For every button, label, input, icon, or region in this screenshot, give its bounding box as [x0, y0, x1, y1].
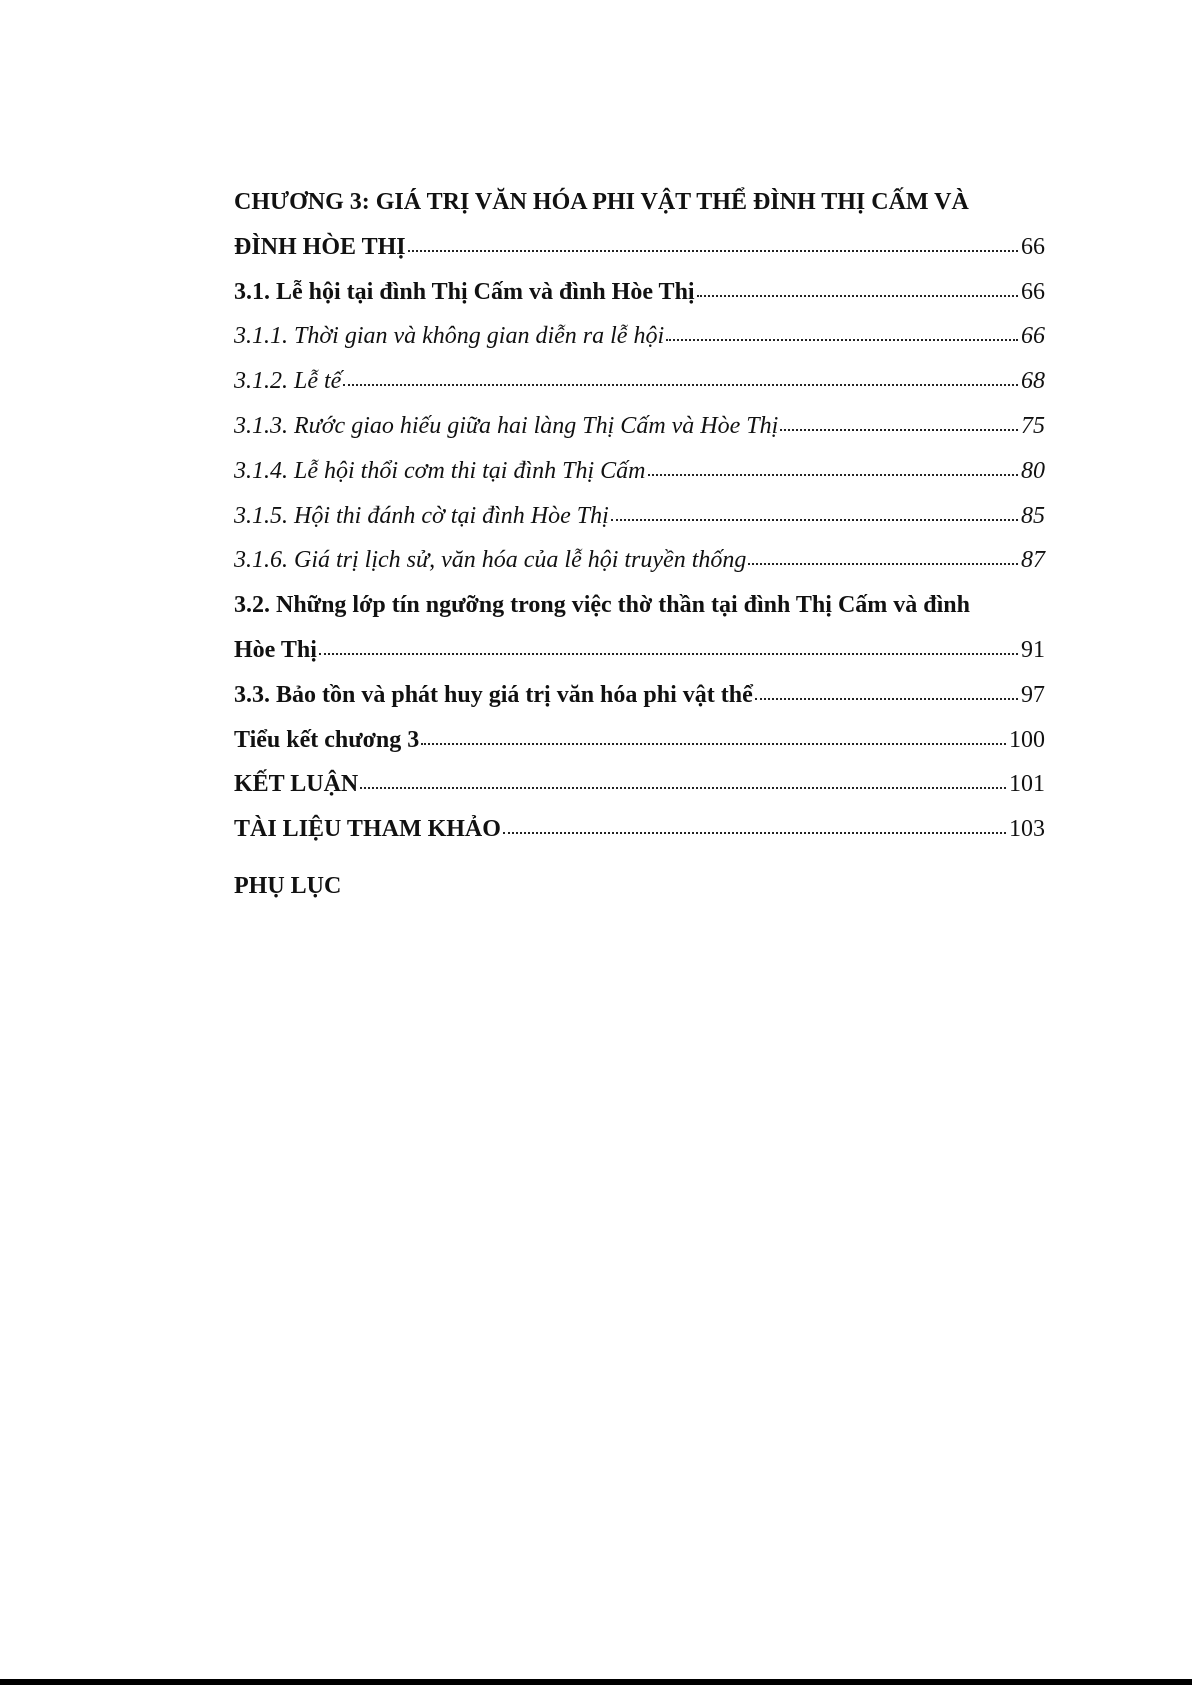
page-bottom-border [0, 1679, 1192, 1685]
toc-entry-references [234, 807, 1045, 852]
dot-leader [421, 742, 1006, 745]
toc-entry-text: KẾT LUẬN [234, 771, 359, 798]
toc-entry-3-1-5 [234, 494, 1045, 539]
toc-page-number: 100 [1009, 726, 1045, 753]
toc-entry-3-1-3 [234, 404, 1045, 449]
dot-leader [748, 562, 1018, 565]
toc-page-number: 66 [1021, 233, 1045, 260]
toc-entry-text: Tiểu kết chương 3 [234, 726, 420, 753]
toc-entry-text: ĐÌNH HÒE THỊ [234, 233, 406, 260]
toc-entry-text: PHỤ LỤC [234, 872, 342, 899]
toc-page-number: 103 [1009, 816, 1045, 843]
dot-leader [503, 831, 1006, 834]
toc-page-number: 66 [1021, 323, 1045, 350]
dot-leader [755, 697, 1018, 700]
toc-page-number: 80 [1021, 457, 1045, 484]
toc-page-number: 91 [1021, 636, 1045, 663]
toc-entry-3-1-6 [234, 538, 1045, 583]
toc-entry-text: CHƯƠNG 3: GIÁ TRỊ VĂN HÓA PHI VẬT THỂ ĐÌNH THỊ CẤM VÀ [234, 189, 969, 215]
toc-page-number: 87 [1021, 547, 1045, 574]
toc-entry-text: 3.1.6. Giá trị lịch sử, văn hóa của lễ hội truyền thống [234, 547, 747, 574]
toc-entry-3-3 [234, 673, 1045, 718]
toc-entry-text: 3.2. Những lớp tín ngưỡng trong việc thờ thần tại đình Thị Cấm và đình [234, 592, 970, 619]
dot-leader [319, 652, 1018, 655]
toc-entry-3-1-4 [234, 449, 1045, 494]
toc-entry-conclusion [234, 762, 1045, 807]
toc-entry-3-1 [234, 270, 1045, 315]
toc-entry-text: Hòe Thị [234, 636, 317, 663]
dot-leader [408, 249, 1018, 252]
toc-page-number: 101 [1009, 771, 1045, 798]
toc-page-number: 85 [1021, 502, 1045, 529]
toc-entry-3-1-1 [234, 314, 1045, 359]
toc-chapter-title-line1 [234, 180, 1045, 225]
toc-entry-text: 3.1.1. Thời gian và không gian diễn ra lễ hội [234, 323, 665, 350]
toc-entry-text: 3.3. Bảo tồn và phát huy giá trị văn hóa phi vật thể [234, 681, 753, 708]
table-of-contents [234, 180, 1045, 909]
toc-entry-text: 3.1.3. Rước giao hiếu giữa hai làng Thị Cấm và Hòe Thị [234, 412, 779, 439]
toc-page-number: 66 [1021, 278, 1045, 305]
dot-leader [611, 518, 1018, 521]
toc-page-number: 97 [1021, 681, 1045, 708]
toc-entry-text: 3.1.2. Lễ tế [234, 368, 342, 395]
toc-entry-text: 3.1. Lễ hội tại đình Thị Cấm và đình Hòe Thị [234, 278, 695, 305]
dot-leader [648, 473, 1019, 476]
toc-entry-text: TÀI LIỆU THAM KHẢO [234, 816, 501, 843]
dot-leader [360, 786, 1006, 789]
toc-entry-text: 3.1.5. Hội thi đánh cờ tại đình Hòe Thị [234, 502, 609, 529]
toc-entry-summary [234, 718, 1045, 763]
toc-entry-3-1-2 [234, 359, 1045, 404]
toc-page-number: 68 [1021, 368, 1045, 395]
dot-leader [697, 294, 1018, 297]
toc-entry-3-2 [234, 628, 1045, 673]
dot-leader [780, 428, 1018, 431]
toc-entry-appendix [234, 864, 1045, 909]
toc-entry-3-2-line1 [234, 583, 1045, 628]
toc-page-number: 75 [1021, 412, 1045, 439]
toc-entry-chapter-3 [234, 225, 1045, 270]
toc-entry-text: 3.1.4. Lễ hội thổi cơm thi tại đình Thị Cấm [234, 457, 646, 484]
dot-leader [343, 383, 1018, 386]
dot-leader [666, 338, 1018, 341]
